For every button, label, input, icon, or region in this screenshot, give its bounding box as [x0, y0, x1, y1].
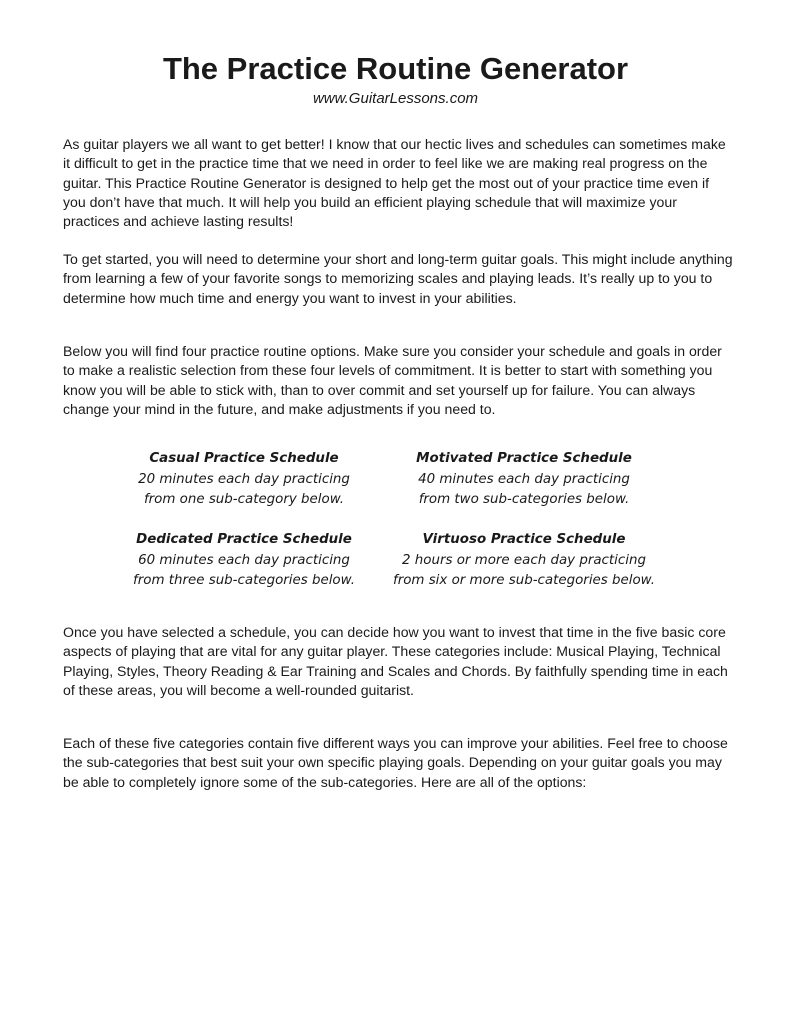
motivated-schedule — [374, 449, 674, 511]
casual-schedule-title: Casual Practice Schedule — [149, 451, 339, 466]
website-link: www.GuitarLessons.com — [312, 90, 479, 107]
virtuoso-schedule-time: 2 hours or more each day practicing — [402, 552, 646, 568]
options-paragraph: Below you will find four practice routine options. Make sure you consider your schedule and goals in order to make a realistic selection from these four levels of commitment. It is better to start with something you know you will be able to stick with, than to over commit and set yourself up for failure. You can always change your mind in the future, and make adjustments if you need to. — [63, 343, 722, 417]
dedicated-schedule-title: Dedicated Practice Schedule — [136, 532, 352, 547]
virtuoso-schedule — [374, 530, 674, 592]
virtuoso-schedule-title: Virtuoso Practice Schedule — [422, 532, 626, 547]
dedicated-schedule — [94, 530, 394, 592]
intro-paragraph: As guitar players we all want to get better! I know that our hectic lives and schedules can sometimes make it difficult to get in the practice time that we need in order to feel like we are making real progress on the guitar. This Practice Routine Generator is designed to help get the most out of your practice time even if you don’t have that much. It will help you build an efficient playing schedule that will maximize your practices and achieve lasting results! — [63, 136, 726, 230]
virtuoso-schedule-scope: from six or more sub-categories below. — [392, 573, 656, 588]
dedicated-schedule-scope: from three sub-categories below. — [133, 573, 355, 588]
goals-paragraph: To get started, you will need to determine your short and long-term guitar goals. This might include anything from learning a few of your favorite songs to memorizing scales and playing leads. It’s really up to you to determine how much time and energy you want to invest in your abilities. — [63, 251, 733, 306]
subcategories-paragraph: Each of these five categories contain five different ways you can improve your abilities. Feel free to choose the sub-categories that best suit your own specific playing goals. Depending on your guitar goals you may be able to completely ignore some of the sub-categories. Here are all of the options: — [63, 735, 728, 790]
motivated-schedule-scope: from two sub-categories below. — [418, 492, 630, 507]
casual-schedule — [94, 449, 394, 511]
categories-paragraph: Once you have selected a schedule, you can decide how you want to invest that time in the five basic core aspects of playing that are vital for any guitar player. These categories include: Musical Playing, Technical Playing, Styles, Theory Reading & Ear Training and Scales and Chords. By faithfully spending time in each of these areas, you will become a well-rounded guitarist. — [63, 624, 728, 698]
dedicated-schedule-time: 60 minutes each day practicing — [138, 552, 350, 568]
motivated-schedule-time: 40 minutes each day practicing — [418, 471, 630, 487]
casual-schedule-scope: from one sub-category below. — [143, 492, 345, 507]
motivated-schedule-title: Motivated Practice Schedule — [416, 451, 632, 466]
casual-schedule-time: 20 minutes each day practicing — [138, 471, 350, 487]
page-title: The Practice Routine Generator — [162, 51, 629, 86]
